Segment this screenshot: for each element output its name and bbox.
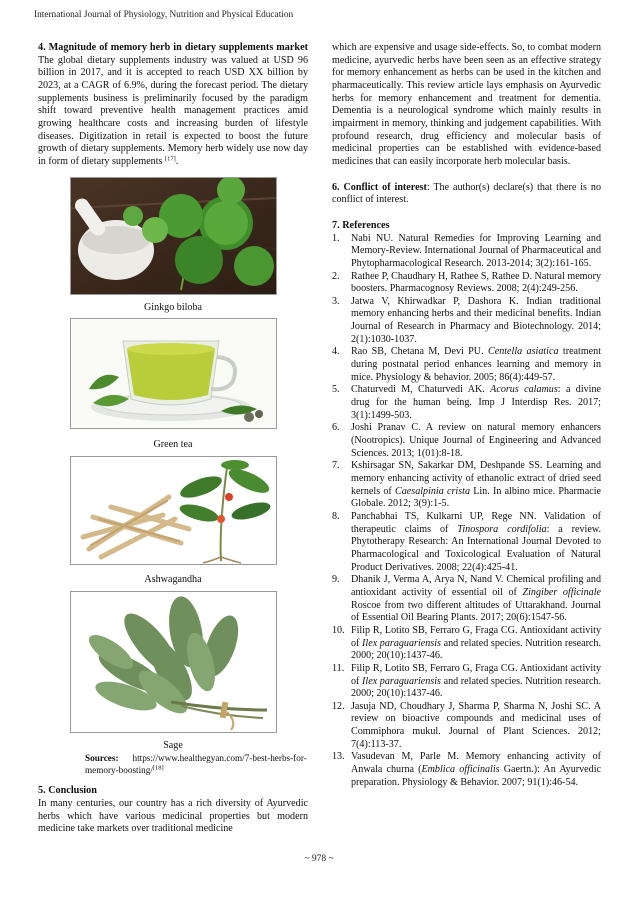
reference-species-name: Ilex paraguariensis <box>362 675 441 687</box>
reference-text: : a review. Phytotherapy Research: An International Journal Devoted to Pharmacological and Toxicological Evaluation of Natural Product Derivatives. 2008; 22(4):425-41. <box>351 523 601 573</box>
reference-species-name: Centella asiatica <box>487 346 559 358</box>
reference-number: 10. <box>332 624 345 636</box>
ginkgo-leaves-illustration <box>71 178 276 294</box>
reference-text: Gaertn.): An Ayurvedic preparation. Physiology & Behavior. 2007; 91(1):46-54. <box>351 764 601 788</box>
section-4-heading: 4. Magnitude of memory herb in dietary supplements market <box>38 42 308 53</box>
reference-item <box>332 233 601 271</box>
reference-text: Rao SB, Chetana M, Devi PU. <box>351 346 488 358</box>
reference-species-name: Caesalpinia crista <box>395 485 470 497</box>
reference-item <box>332 460 601 511</box>
reference-text: Dhanik J, Verma A, Arya N, Nand V. Chemical profiling and antioxidant activity of essential oil of <box>351 574 601 598</box>
reference-species-name: Ilex paraguariensis <box>362 637 441 649</box>
reference-number: 9. <box>332 574 340 586</box>
reference-species-name: Zingiber officinale <box>522 586 601 598</box>
reference-text: treatment during postnatal period enhances learning and memory in mice. Physiology & behavior. 2005; 86(4):449-57. <box>351 346 602 383</box>
caption-ashwagandha: Ashwagandha <box>144 573 202 585</box>
section-7-heading: 7. References <box>332 219 390 231</box>
reference-number: 13. <box>332 751 345 763</box>
reference-number: 5. <box>332 384 340 396</box>
citation-18: [18] <box>152 764 164 772</box>
reference-text: Rathee P, Chaudhary H, Rathee S, Rathee D. Natural memory boosters. Pharmacognosy Reviews. 2008; 2(4):249-256. <box>351 270 601 295</box>
reference-text: Kshirsagar SN, Sakarkar DM, Deshpande SS. Learning and memory enhancing activity of ethanolic extract of dried seed kernels of <box>351 460 601 497</box>
reference-text: Vasudevan M, Parle M. Memory enhancing activity of Anwala churna ( <box>351 751 601 776</box>
section-6-body: : The author(s) declare(s) that there is no conflict of interest. <box>332 181 601 206</box>
reference-text: Panchabhai TS, Kulkarni UP, Rege NN. Validation of therapeutic claims of <box>351 510 601 535</box>
reference-text: Jatwa V, Khirwadkar P, Dashora K. Indian traditional memory enhancing herbs and their medicinal benefits. Indian Journal of Research in Pharmacy and Biotechnology. 2014; 2(1):1030-1037. <box>351 295 601 345</box>
reference-item <box>332 574 601 625</box>
section-5-heading: 5. Conclusion <box>38 785 97 797</box>
reference-number: 1. <box>332 232 340 244</box>
reference-number: 4. <box>332 346 340 358</box>
reference-number: 8. <box>332 510 340 522</box>
ashwagandha-root-illustration <box>71 457 276 564</box>
reference-item <box>332 625 601 663</box>
reference-number: 6. <box>332 422 340 434</box>
reference-item <box>332 751 601 789</box>
reference-item <box>332 701 601 752</box>
reference-text: Lin. In albino mice. Pharmacie Globale. 2012; 3(9):1-5. <box>351 485 601 510</box>
reference-number: 7. <box>332 460 340 472</box>
reference-text: Chaturvedi M, Chaturvedi AK. <box>351 384 491 396</box>
reference-species-name: Tinospora cordifolia <box>457 523 547 535</box>
sources-label: Sources: <box>85 753 119 764</box>
right-column <box>332 42 601 789</box>
sources-link[interactable]: https://www.healthegyan.com/7-best-herbs-for-memory-boosting/ <box>85 753 307 776</box>
reference-item <box>332 511 601 574</box>
journal-header: International Journal of Physiology, Nutrition and Physical Education <box>34 10 294 20</box>
reference-number: 2. <box>332 270 340 282</box>
reference-text: : a divine drug for the human being. Imp J Interdisp Res. 2017; 3(1):1499-503. <box>351 384 602 421</box>
reference-text: Nabi NU. Natural Remedies for Improving Learning and Memory-Review. International Journal of Pharmaceutical and Phytopharmacological Research. 2013-2014; 3(2):161-165. <box>351 232 601 269</box>
section-4-body: The global dietary supplements industry was valued at USD 96 billion in 2017, and it is accepted to reach USD XX billion by 2023, at a CAGR of 6.9%, during the forecast period. The dietary supplements business is preliminarily focused by the paradigm shift toward preventive health management practices amid growing healthcare costs and increasing burden of lifestyle diseases. Digitization in retail is expected to boost the future growth of dietary supplements. Memory herb widely use now day in form of dietary supplements [17]. <box>38 54 308 167</box>
caption-sage: Sage <box>163 739 183 751</box>
reference-item <box>332 384 601 422</box>
reference-number: 11. <box>332 662 345 674</box>
reference-item <box>332 422 601 460</box>
reference-text: Joshi Pranav C. A review on natural memory enhancers (Nootropics). Unique Journal of Engineering and Advanced Sciences. 2013; 1(01):8-18. <box>351 422 601 459</box>
reference-number: 3. <box>332 295 340 307</box>
caption-green-tea: Green tea <box>153 439 193 451</box>
citation-17: [17] <box>165 155 176 163</box>
figure-ginkgo-biloba <box>70 177 277 295</box>
reference-item <box>332 296 601 347</box>
figure-sources <box>85 752 308 776</box>
caption-ginkgo-biloba: Ginkgo biloba <box>143 301 203 313</box>
section-5-body-left: In many centuries, our country has a rich diversity of Ayurvedic herbs which have various medicinal properties but modern medicine take markets over traditional medicine <box>38 797 308 835</box>
figure-sage <box>70 591 277 733</box>
section-5-body-right: which are expensive and usage side-effects. So, to combat modern medicine, ayurvedic herbs have been seen as an effective strategy for memory enhancement as herbs can be used in the kitchen and pharmaceutically. This review article lays emphasis on Ayurvedic herbs for memory enhancement and treatment for dementia. Dementia is a neurological syndrome which mainly results in impairment in memory, thinking and judgement capabilities. With profound research, drug efficiency and molecular basis of medicinal properties can be established with evidence-based medicines that can easily incorporate herb molecular basis. <box>332 42 601 167</box>
section-6 <box>332 182 601 207</box>
reference-text: Roscoe from two different altitudes of Uttarakhand. Journal of Essential Oil Bearing Plants. 2017; 20(6):1547-56. <box>351 599 601 624</box>
reference-species-name: Emblica officinalis <box>421 764 500 776</box>
reference-text: and related species. Nutrition research. 2000; 20(10):1437-46. <box>351 637 601 662</box>
reference-item <box>332 346 601 384</box>
reference-text: Filip R, Lotito SB, Ferraro G, Fraga CG. Antioxidant activity of <box>351 624 601 649</box>
reference-number: 12. <box>332 700 345 712</box>
figure-ashwagandha <box>70 456 277 565</box>
green-tea-cup-illustration <box>71 319 276 428</box>
reference-list <box>332 233 601 790</box>
reference-text: Jasuja ND, Choudhary J, Sharma P, Sharma N, Joshi SC. A review on bioactive compounds and medicinal uses of Commiphora mukul. Journal of Plant Sciences. 2012; 7(4):113-37. <box>351 700 601 750</box>
sage-bundle-illustration <box>71 592 276 732</box>
section-6-heading: 6. Conflict of interest <box>332 181 427 193</box>
reference-text: Filip R, Lotito SB, Ferraro G, Fraga CG. Antioxidant activity of <box>351 662 601 687</box>
figure-green-tea <box>70 318 277 429</box>
left-column <box>38 42 308 836</box>
page-number: ~ 978 ~ <box>304 854 334 864</box>
reference-text: and related species. Nutrition research. 2000; 20(10):1437-46. <box>351 675 601 700</box>
reference-item <box>332 271 601 296</box>
reference-species-name: Acorus calamus <box>490 384 558 396</box>
reference-item <box>332 663 601 701</box>
